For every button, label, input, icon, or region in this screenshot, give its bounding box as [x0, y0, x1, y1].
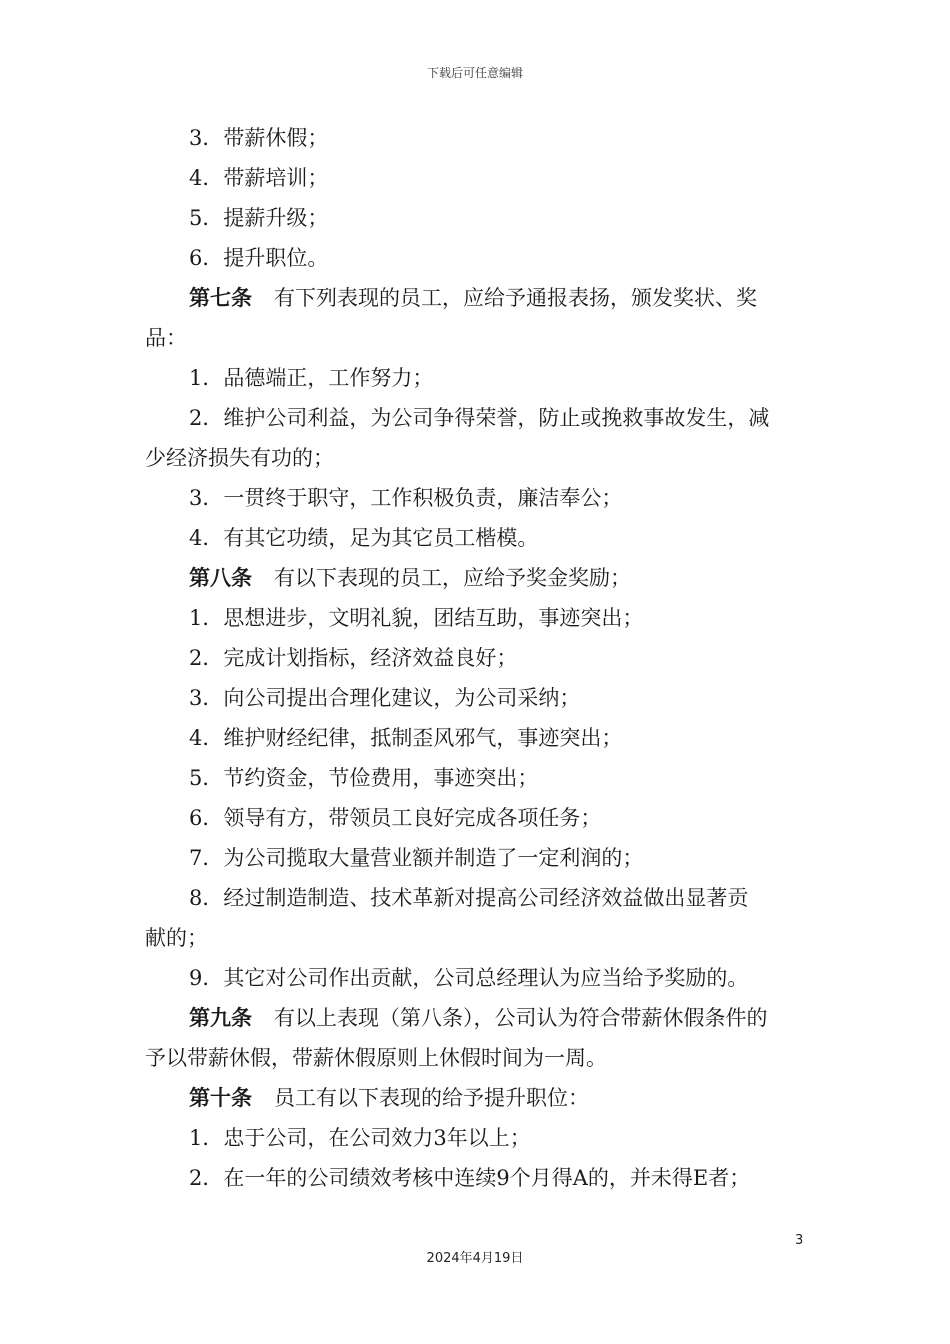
- article-title: 第八条: [189, 566, 252, 590]
- list-item: 4．有其它功绩，足为其它员工楷模。: [189, 526, 539, 550]
- list-item: 2．维护公司利益，为公司争得荣誉，防止或挽救事故发生，减: [189, 406, 770, 430]
- continuation-line: 品：: [145, 326, 187, 350]
- list-item: 2．在一年的公司绩效考核中连续9个月得A的，并未得E者；: [189, 1166, 751, 1190]
- article-text: 有以上表现（第八条），公司认为符合带薪休假条件的: [274, 1006, 768, 1030]
- page-footer-date: 2024年4月19日: [426, 1251, 524, 1266]
- list-item: 8．经过制造制造、技术革新对提高公司经济效益做出显著贡: [189, 886, 749, 910]
- article-line: [145, 278, 810, 318]
- article-title: 第九条: [189, 1006, 252, 1030]
- list-item: 4．维护财经纪律，抵制歪风邪气，事迹突出；: [189, 726, 623, 750]
- page-number: 3: [795, 1233, 804, 1248]
- list-item: 5．节约资金，节俭费用，事迹突出；: [189, 766, 539, 790]
- list-item: 1．品德端正，工作努力；: [189, 366, 434, 390]
- list-item: 7．为公司揽取大量营业额并制造了一定利润的；: [189, 846, 644, 870]
- list-item: 6．提升职位。: [189, 246, 329, 270]
- article-line: [145, 558, 810, 598]
- list-item: 5．提薪升级；: [189, 206, 329, 230]
- article-text: 有以下表现的员工，应给予奖金奖励；: [274, 566, 631, 590]
- list-item: 3．带薪休假；: [189, 126, 329, 150]
- list-item: 6．领导有方，带领员工良好完成各项任务；: [189, 806, 602, 830]
- document-body: [145, 118, 810, 1198]
- article-line: [145, 1078, 810, 1118]
- list-item: 2．完成计划指标，经济效益良好；: [189, 646, 518, 670]
- list-item: 1．忠于公司，在公司效力3年以上；: [189, 1126, 531, 1150]
- list-item: 9．其它对公司作出贡献，公司总经理认为应当给予奖励的。: [189, 966, 749, 990]
- list-item: 3．一贯终于职守，工作积极负责，廉洁奉公；: [189, 486, 623, 510]
- page-header: 下载后可任意编辑: [426, 66, 523, 80]
- list-item: 3．向公司提出合理化建议，为公司采纳；: [189, 686, 581, 710]
- continuation-line: 予以带薪休假，带薪休假原则上休假时间为一周。: [145, 1046, 607, 1070]
- article-line: [145, 998, 810, 1038]
- article-title: 第七条: [189, 286, 252, 310]
- article-title: 第十条: [189, 1086, 252, 1110]
- continuation-line: 少经济损失有功的；: [145, 446, 334, 470]
- article-text: 员工有以下表现的给予提升职位：: [274, 1086, 589, 1110]
- continuation-line: 献的；: [145, 926, 208, 950]
- list-item: 4．带薪培训；: [189, 166, 329, 190]
- article-text: 有下列表现的员工，应给予通报表扬，颁发奖状、奖: [274, 286, 757, 310]
- list-item: 1．思想进步，文明礼貌，团结互助，事迹突出；: [189, 606, 644, 630]
